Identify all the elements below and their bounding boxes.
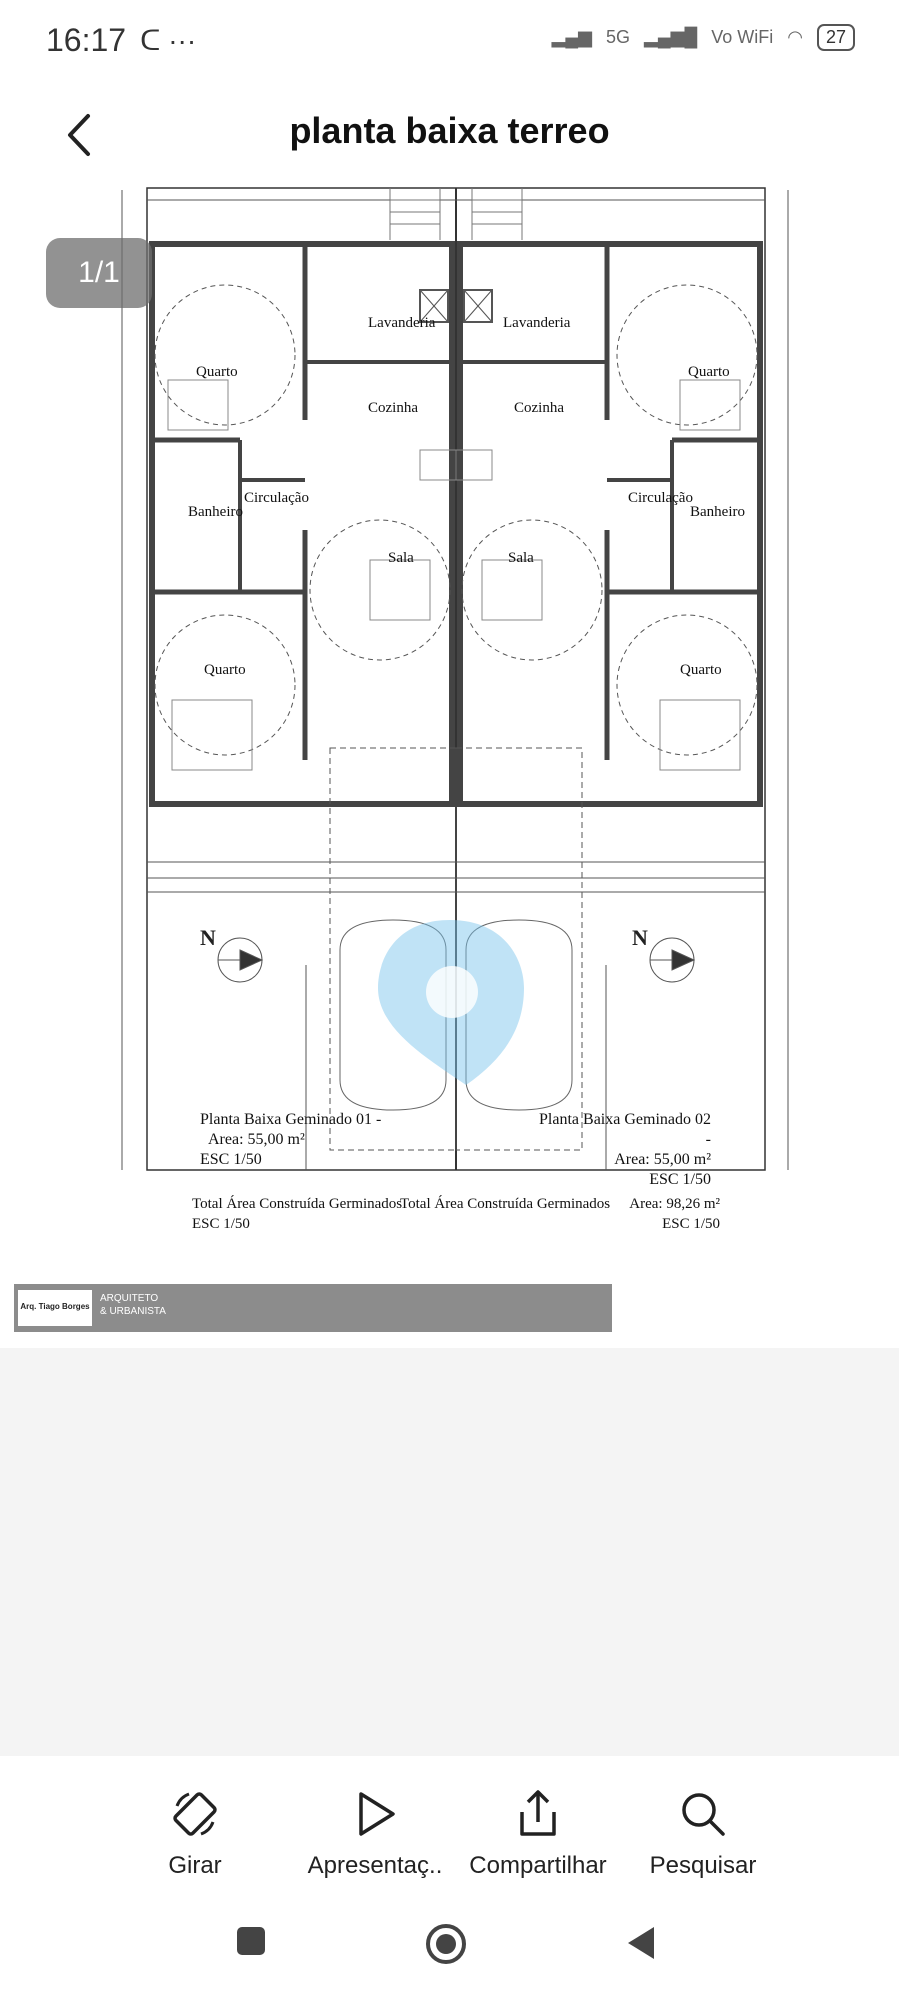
room-label: Lavanderia (368, 315, 436, 331)
nav-back-button[interactable] (624, 1924, 658, 1967)
plan-1-area: Area: 55,00 m² (208, 1131, 305, 1148)
app-header (0, 90, 899, 180)
search-button[interactable] (608, 1786, 798, 1880)
role-line-1: ARQUITETO (100, 1293, 159, 1304)
room-label: Circulação (244, 490, 309, 506)
share-label: Compartilhar (469, 1852, 607, 1879)
room-label: Sala (508, 550, 534, 566)
plan-1-scale: ESC 1/50 (200, 1151, 262, 1168)
title-block-role (100, 1292, 166, 1318)
role-line-2: & URBANISTA (100, 1306, 166, 1317)
plan-2-area: Area: 55,00 m² (614, 1151, 711, 1168)
square-icon (234, 1924, 268, 1958)
status-bar (0, 0, 899, 90)
plan-2-title: Planta Baixa Geminado 02 - (539, 1111, 711, 1148)
room-label: Cozinha (368, 400, 418, 416)
plan-2-caption (538, 1110, 711, 1190)
total-label: Total Área Construída Germinados (192, 1196, 403, 1212)
rotate-button[interactable] (100, 1786, 290, 1880)
svg-text:N: N (200, 925, 216, 950)
plan-2-scale: ESC 1/50 (649, 1171, 711, 1188)
share-icon (510, 1786, 566, 1842)
room-label: Quarto (688, 364, 730, 380)
search-label: Pesquisar (649, 1852, 757, 1879)
search-icon (675, 1786, 731, 1842)
status-right (552, 24, 855, 51)
total-scale-left: ESC 1/50 (192, 1216, 250, 1232)
total-area-value: Area: 98,26 m² (629, 1196, 720, 1212)
rotate-label: Girar (168, 1852, 222, 1879)
page-indicator: 1/1 (46, 238, 152, 308)
signal-icon: ▂▄▆ (551, 27, 593, 47)
title-block (14, 1284, 612, 1332)
signal-icon-2: ▂▄▆█ (644, 27, 698, 47)
rotate-icon (167, 1786, 223, 1842)
room-label: Lavanderia (503, 315, 571, 331)
nav-recents-button[interactable] (234, 1924, 268, 1963)
total-caption (192, 1194, 402, 1234)
room-label: Sala (388, 550, 414, 566)
status-time: 16:17 (46, 22, 127, 58)
home-circle-icon (424, 1922, 468, 1966)
plan-1-title: Planta Baixa Geminado 01 - (200, 1111, 382, 1128)
network-label: 5G (606, 27, 631, 47)
room-label: Banheiro (188, 504, 243, 520)
plan-1-caption (200, 1110, 381, 1170)
nav-home-button[interactable] (424, 1922, 468, 1971)
room-label: Banheiro (690, 504, 745, 520)
triangle-back-icon (624, 1924, 658, 1962)
room-label: Cozinha (514, 400, 564, 416)
bottom-action-bar (0, 1756, 899, 2000)
room-label: Quarto (680, 662, 722, 678)
room-label: Quarto (196, 364, 238, 380)
floor-plan-drawing (0, 180, 899, 1348)
play-icon (347, 1786, 403, 1842)
svg-text:N: N (632, 925, 648, 950)
battery-icon: 27 (817, 24, 855, 51)
title-block-logo (18, 1290, 92, 1326)
wifi-icon: ◠ (787, 27, 803, 47)
notification-icons: ᑕ ··· (140, 25, 197, 56)
total-label-overlap: Total Área Construída Germinados (400, 1196, 611, 1212)
room-label: Circulação (628, 490, 693, 506)
architect-name: Arq. Tiago Borges (20, 1302, 90, 1311)
share-button[interactable] (443, 1786, 633, 1880)
room-label: Quarto (204, 662, 246, 678)
total-caption-overlap (400, 1194, 610, 1214)
page-title: planta baixa terreo (289, 110, 610, 151)
presentation-button[interactable] (280, 1786, 470, 1880)
wifi-label: Vo WiFi (711, 27, 774, 47)
total-scale: ESC 1/50 (662, 1216, 720, 1232)
total-area (628, 1194, 720, 1234)
presentation-label: Apresentaç.. (307, 1852, 443, 1879)
